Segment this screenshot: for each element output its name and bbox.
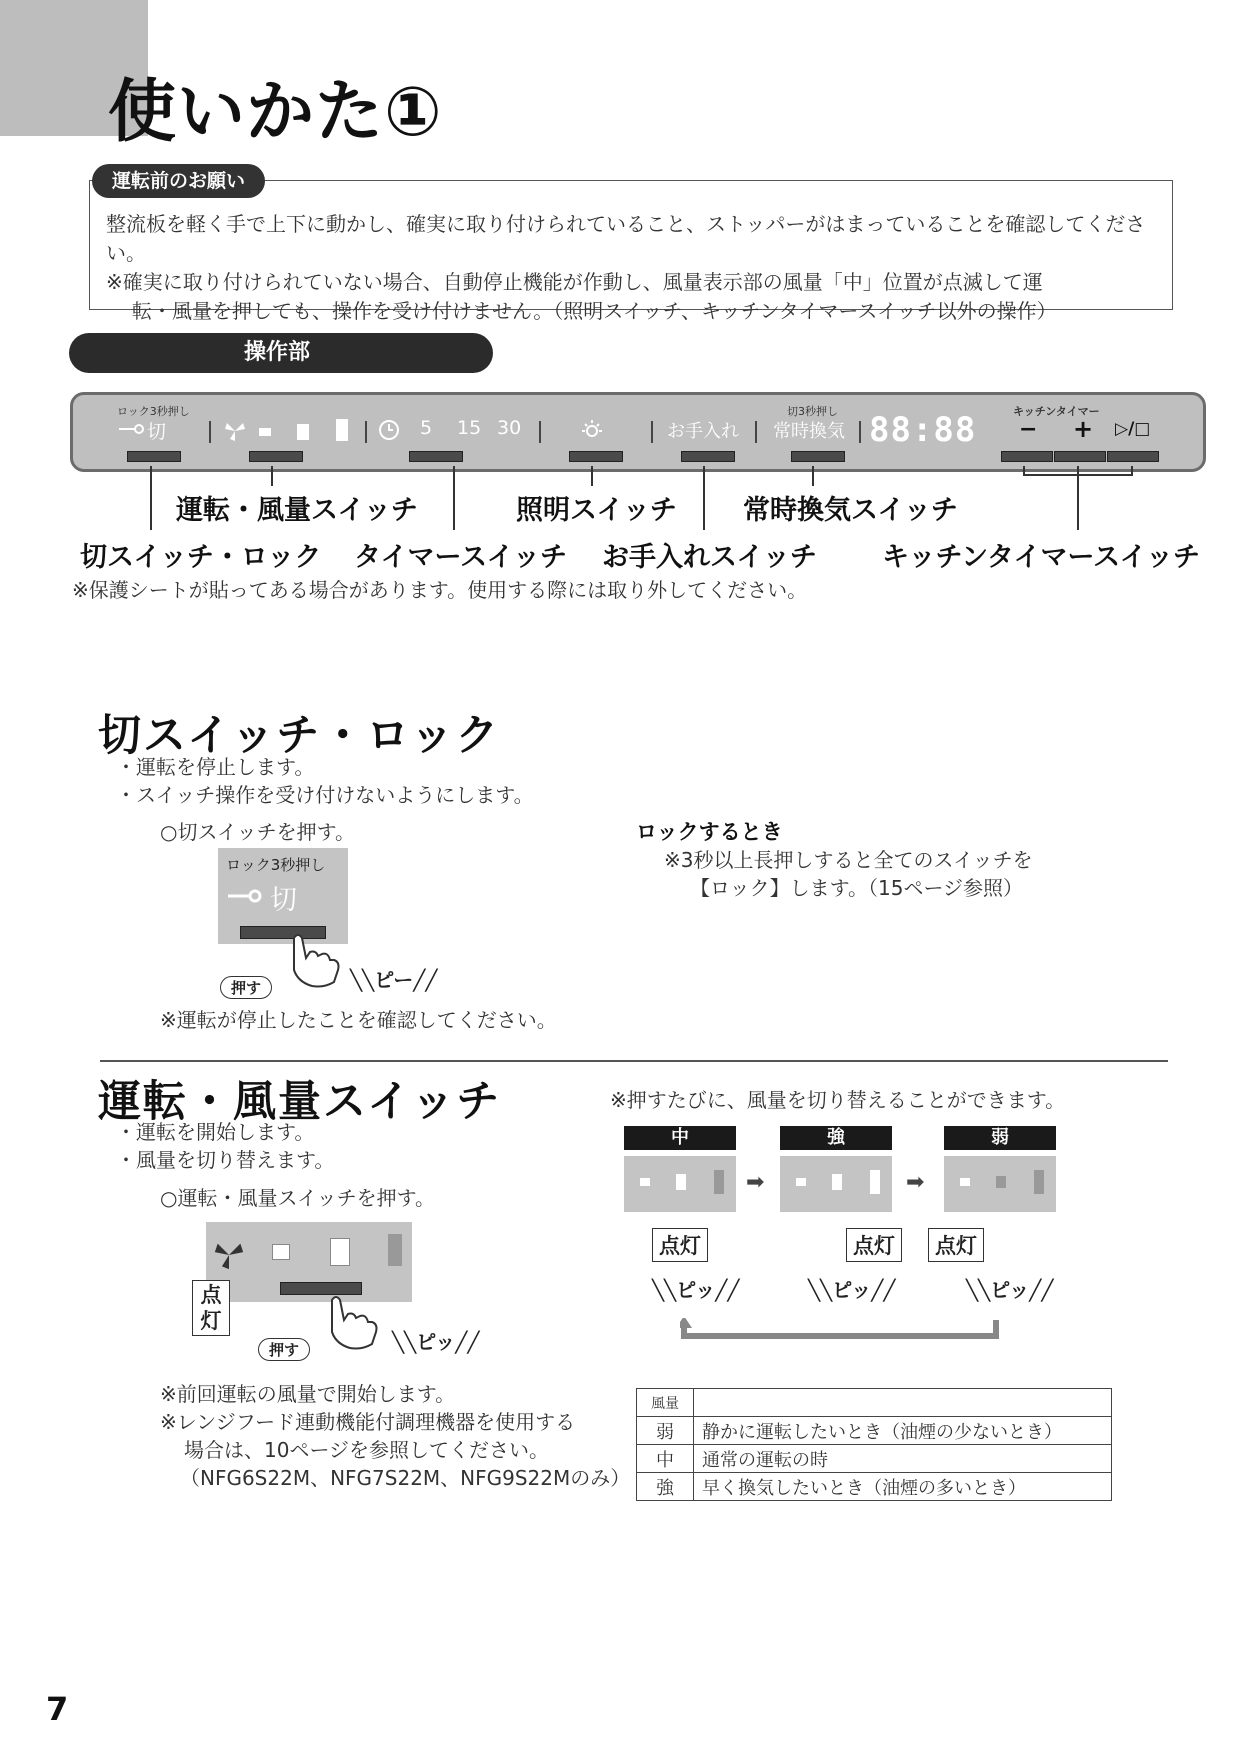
off-lock-bullet-1: ・運転を停止します。 [116, 755, 315, 779]
lit-callout-medium: 点灯 [652, 1228, 708, 1262]
fan-bullet-1: ・運転を開始します。 [116, 1120, 315, 1144]
wind-table [636, 1388, 1112, 1501]
divider [539, 421, 541, 443]
constant-button[interactable] [791, 451, 845, 462]
level-3-lit [870, 1170, 880, 1194]
light-icon [579, 417, 605, 447]
operation-heading: 操作部 [244, 340, 311, 365]
care-button[interactable] [681, 451, 735, 462]
mode-weak-header: 弱 [944, 1126, 1056, 1150]
lit-callout-weak: 点灯 [928, 1228, 984, 1262]
beep-sound: ╲╲ピッ╱╱ [966, 1278, 1054, 1302]
divider [209, 421, 211, 443]
fan-level-1-indicator [259, 428, 271, 436]
divider [651, 421, 653, 443]
timer-30: 30 [497, 417, 522, 439]
timer-minus-button[interactable] [1001, 451, 1053, 462]
hand-press-icon [322, 1292, 382, 1356]
level-2-off [996, 1176, 1006, 1188]
level-3-off [714, 1170, 724, 1194]
arrow-right-icon: ➡ [906, 1170, 925, 1195]
level-1-lit [796, 1178, 806, 1186]
timer-startstop-button[interactable] [1107, 451, 1159, 462]
table-cell: 早く換気したいとき（油煙の多いとき） [694, 1473, 1112, 1501]
timer-15: 15 [457, 417, 482, 439]
level-1-lit [960, 1178, 970, 1186]
hand-press-icon [284, 930, 344, 994]
push-badge: 押す [220, 976, 272, 999]
time-display: 88:88 [869, 410, 977, 450]
table-row [637, 1473, 1112, 1501]
push-badge: 押す [258, 1338, 310, 1361]
fan-instruction: ○運転・風量スイッチを押す。 [160, 1186, 436, 1210]
fan-note-4: （NFG6S22M、NFG7S22M、NFG9S22Mのみ） [180, 1466, 631, 1490]
fan-level-1-lit [272, 1244, 290, 1260]
label-light-switch: 照明スイッチ [516, 495, 677, 526]
divider [859, 421, 861, 443]
fan-panel-closeup [206, 1222, 412, 1302]
mode-medium-header: 中 [624, 1126, 736, 1150]
leader-line [150, 466, 152, 530]
notice-line-1: 整流板を軽く手で上下に動かし、確実に取り付けられていること、ストッパーがはまっていることを確認してください。 [106, 212, 1146, 265]
control-panel [70, 392, 1206, 472]
beep-sound: ╲╲ピッ╱╱ [392, 1330, 480, 1354]
fan-note-1: ※前回運転の風量で開始します。 [160, 1382, 456, 1406]
fan-note-2: ※レンジフード連動機能付調理機器を使用する [160, 1410, 576, 1434]
leader-line [271, 466, 273, 486]
off-lock-instruction: ○切スイッチを押す。 [160, 820, 356, 844]
table-cell [694, 1389, 1112, 1417]
page-number: 7 [46, 1690, 69, 1728]
off-panel-label: 切 [270, 885, 297, 916]
lit-callout-vertical: 点灯 [192, 1280, 230, 1336]
leader-line [812, 466, 814, 486]
table-cell: 静かに運転したいとき（油煙の少ないとき） [694, 1417, 1112, 1445]
kitchen-timer-hint: キッチンタイマー [1013, 405, 1100, 418]
off-panel-hint: ロック3秒押し [226, 856, 326, 874]
label-constant-switch: 常時換気スイッチ [743, 495, 958, 526]
timer-button[interactable] [409, 451, 463, 462]
label-care-switch: お手入れスイッチ [602, 542, 817, 573]
page-title: 使いかた① [108, 73, 443, 152]
notice-heading: 運転前のお願い [92, 164, 265, 198]
constant-hint: 切3秒押し [787, 405, 838, 418]
level-1-lit [640, 1178, 650, 1186]
cycle-return-arrow [680, 1318, 1000, 1342]
lit-callout-strong: 点灯 [846, 1228, 902, 1262]
leader-line [703, 466, 705, 530]
plus-label: + [1073, 415, 1094, 443]
level-2-lit [676, 1174, 686, 1190]
key-icon [228, 888, 262, 908]
fan-bullet-2: ・風量を切り替えます。 [116, 1148, 335, 1172]
table-row [637, 1445, 1112, 1473]
care-label: お手入れ [667, 421, 739, 442]
label-off-lock-switch: 切スイッチ・ロック [80, 542, 322, 573]
fan-icon [212, 1238, 246, 1276]
table-row [637, 1389, 1112, 1417]
fan-level-3-indicator [336, 419, 348, 441]
timer-5: 5 [420, 417, 433, 439]
off-lock-bullet-2: ・スイッチ操作を受け付けないようにします。 [116, 783, 534, 807]
off-lock-note: ※運転が停止したことを確認してください。 [160, 1008, 557, 1032]
level-3-off [1034, 1170, 1044, 1194]
beep-sound: ╲╲ピー╱╱ [350, 968, 438, 992]
divider [755, 421, 757, 443]
clock-icon [378, 419, 400, 445]
beep-text: ピッ [676, 1278, 716, 1302]
fan-note-3: 場合は、10ページを参照してください。 [184, 1438, 550, 1462]
leader-line [591, 466, 593, 486]
fan-level-3-indicator [388, 1234, 402, 1266]
label-fan-switch: 運転・風量スイッチ [176, 495, 418, 526]
divider [365, 421, 367, 443]
leader-bracket [1023, 474, 1133, 476]
off-lock-title: 切スイッチ・ロック [98, 711, 501, 761]
fan-button[interactable] [249, 451, 303, 462]
level-2-lit [832, 1174, 842, 1190]
fan-switch-title: 運転・風量スイッチ [98, 1077, 502, 1127]
off-lock-button[interactable] [127, 451, 181, 462]
lock-hint: ロック3秒押し [117, 405, 190, 418]
table-cell: 通常の運転の時 [694, 1445, 1112, 1473]
fan-level-2-indicator [297, 424, 309, 440]
notice-line-2: ※確実に取り付けられていない場合、自動停止機能が作動し、風量表示部の風量「中」位置が点滅して運 [106, 270, 1043, 294]
light-button[interactable] [569, 451, 623, 462]
mode-medium-panel [624, 1156, 736, 1212]
arrow-right-icon: ➡ [746, 1170, 765, 1195]
table-cell: 弱 [637, 1417, 694, 1445]
label-timer-switch: タイマースイッチ [354, 542, 568, 573]
label-kitchen-timer-switch: キッチンタイマースイッチ [882, 542, 1201, 573]
off-label: 切 [147, 421, 167, 443]
section-divider [100, 1060, 1168, 1062]
minus-label: − [1019, 417, 1038, 442]
notice-text [106, 210, 1166, 326]
lock-text-1: ※3秒以上長押しすると全てのスイッチを [664, 848, 1033, 872]
timer-plus-button[interactable] [1054, 451, 1106, 462]
mode-weak-panel [944, 1156, 1056, 1212]
table-cell: 中 [637, 1445, 694, 1473]
beep-text: ピッ [990, 1278, 1030, 1302]
beep-sound: ╲╲ピッ╱╱ [652, 1278, 740, 1302]
lock-heading: ロックするとき [636, 820, 783, 844]
leader-line [453, 466, 455, 530]
operation-heading-bar [69, 333, 493, 373]
fan-level-2-lit [330, 1238, 350, 1266]
fan-icon [223, 419, 247, 447]
table-row [637, 1417, 1112, 1445]
cycle-note: ※押すたびに、風量を切り替えることができます。 [610, 1088, 1066, 1112]
startstop-label: ▷/□ [1115, 419, 1151, 439]
key-icon [119, 421, 145, 440]
beep-text: ピッ [416, 1330, 456, 1354]
constant-label: 常時換気 [773, 421, 845, 442]
beep-sound: ╲╲ピッ╱╱ [808, 1278, 896, 1302]
notice-line-3: 転・風量を押しても、操作を受け付けません。（照明スイッチ、キッチンタイマースイッチ以外の操作） [132, 299, 1057, 323]
operation-note: ※保護シートが貼ってある場合があります。使用する際には取り外してください。 [72, 578, 808, 602]
mode-strong-panel [780, 1156, 892, 1212]
beep-text: ピー [374, 968, 414, 992]
mode-strong-header: 強 [780, 1126, 892, 1150]
table-cell: 強 [637, 1473, 694, 1501]
lock-text-2: 【ロック】します。（15ページ参照） [690, 876, 1024, 900]
table-header: 風量 [637, 1389, 694, 1417]
beep-text: ピッ [832, 1278, 872, 1302]
